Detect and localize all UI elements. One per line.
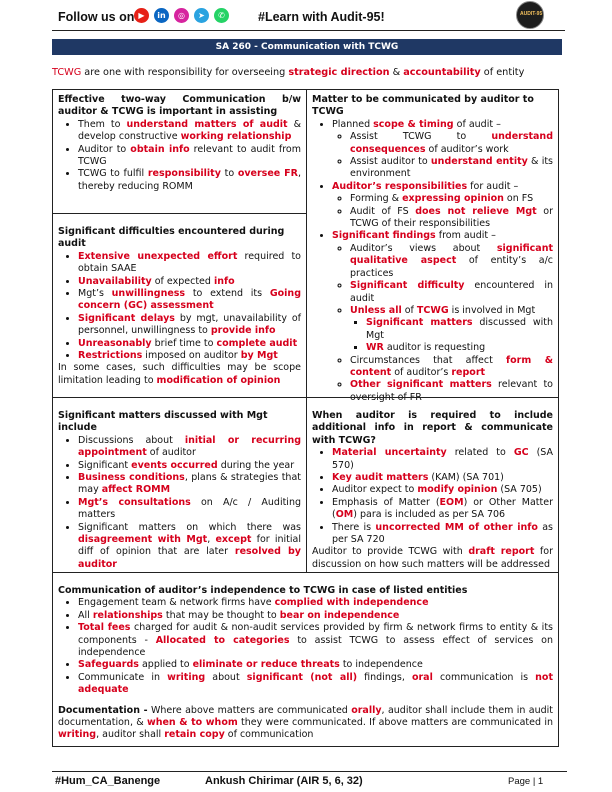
intro-line: TCWG are one with responsibility for overseeing strategic direction & accountability of entity bbox=[52, 67, 525, 78]
list-item: • All relationships that may be thought to bear on independence bbox=[78, 610, 553, 622]
box-significant-difficulties bbox=[52, 213, 307, 398]
footer-divider bbox=[52, 771, 567, 772]
list-item: • Mgt’s consultations on A/c / Auditing matters bbox=[78, 497, 301, 522]
sub-item: ◦ Unless all of TCWG is involved in Mgt ▪ Significant matters discussed with Mgt ▪ WR auditor is requesting bbox=[350, 305, 553, 355]
box-heading: When auditor is required to include additional info in report & communicate with TCWG? bbox=[312, 410, 553, 446]
header-divider bbox=[52, 30, 565, 31]
sub-sub-item: ▪ Significant matters discussed with Mgt bbox=[366, 317, 553, 342]
list-item: • Material uncertainty related to GC (SA 570) bbox=[332, 447, 553, 472]
whatsapp-icon[interactable]: ✆ bbox=[214, 8, 229, 23]
list-item: • Emphasis of Matter (EOM) or Other Matter (OM) para is included as per SA 706 bbox=[332, 497, 553, 522]
instagram-icon[interactable]: ◎ bbox=[174, 8, 189, 23]
list-item: • Significant events occurred during the year bbox=[78, 460, 301, 472]
documentation-paragraph: Documentation - Where above matters are communicated orally, auditor shall include them in audit documentation, & when & to whom they were communicated. If above matters are communicated in writing, auditor shall retain copy of communication bbox=[58, 704, 554, 741]
sub-item: ◦ Assist auditor to understand entity & its environment bbox=[350, 156, 553, 181]
box-matters-discussed-with-mgt bbox=[52, 397, 307, 573]
page-number: Page | 1 bbox=[508, 776, 544, 787]
sub-item: ◦ Circumstances that affect form & content of auditor’s report bbox=[350, 355, 553, 380]
list-item: • Them to understand matters of audit & develop constructive working relationship bbox=[78, 119, 301, 144]
list-item: • Auditor expect to modify opinion (SA 705) bbox=[332, 484, 553, 496]
sub-item: ◦ Forming & expressing opinion on FS bbox=[350, 193, 553, 205]
footer-author: Ankush Chirimar (AIR 5, 6, 32) bbox=[205, 775, 363, 787]
list-item: • Extensive unexpected effort required to obtain SAAE bbox=[78, 251, 301, 276]
list-item: • Auditor to obtain info relevant to audit from TCWG bbox=[78, 144, 301, 169]
sub-item: ◦ Significant difficulty encountered in audit bbox=[350, 280, 553, 305]
list-item: • There is uncorrected MM of other info as per SA 720 bbox=[332, 522, 553, 547]
audit95-logo bbox=[516, 1, 544, 29]
list-item: • Communicate in writing about significant (not all) findings, oral communication is not adequate bbox=[78, 672, 553, 697]
list-item: • Significant matters on which there was disagreement with Mgt, except for initial diff of opinion that are later resolved by auditor bbox=[78, 522, 301, 572]
box-heading: Significant difficulties encountered during audit bbox=[58, 226, 285, 250]
list-item: • Engagement team & network firms have complied with independence bbox=[78, 597, 553, 609]
list-item: • Unreasonably brief time to complete audit bbox=[78, 338, 301, 350]
draft-report-note: Auditor to provide TCWG with draft report for discussion on how such matters will be addressed bbox=[312, 546, 553, 570]
box-additional-info-in-report bbox=[306, 397, 559, 573]
box-heading: Communication of auditor’s independence to TCWG in case of listed entities bbox=[58, 585, 468, 596]
list-item: • Key audit matters (KAM) (SA 701) bbox=[332, 472, 553, 484]
list-item: • Significant findings from audit – ◦ Auditor’s views about significant qualitative aspect of entity’s a/c practices ◦ Significant difficulty encountered in audit ◦ Unless all of TCWG is involved in Mgt ▪ Significant matters discussed with Mgt ▪ WR auditor is requesting ◦ Circumstances that affect form & content of auditor’s report ◦ Other significant matters relevant to oversight of FR bbox=[332, 230, 553, 404]
footer-hashtag: #Hum_CA_Banenge bbox=[55, 775, 161, 787]
box-two-way-communication bbox=[52, 89, 307, 214]
box-heading: Significant matters discussed with Mgt include bbox=[58, 410, 268, 434]
list-item: • Planned scope & timing of audit – ◦ Assist TCWG to understand consequences of auditor’s work ◦ Assist auditor to understand entity & its environment bbox=[332, 119, 553, 181]
list-item: • Business conditions, plans & strategies that may affect ROMM bbox=[78, 472, 301, 497]
list-item: • Unavailability of expected info bbox=[78, 276, 301, 288]
youtube-icon[interactable]: ▶ bbox=[134, 8, 149, 23]
page-title: SA 260 - Communication with TCWG bbox=[52, 39, 562, 55]
follow-us-label: Follow us on bbox=[58, 10, 135, 24]
box-heading: Matter to be communicated by auditor to TCWG bbox=[312, 94, 534, 118]
list-item: • TCWG to fulfil responsibility to oversee FR, thereby reducing ROMM bbox=[78, 168, 301, 193]
box-independence-communication bbox=[52, 572, 559, 747]
box-matters-to-communicate bbox=[306, 89, 559, 403]
list-item: • Mgt’s unwillingness to extend its Going concern (GC) assessment bbox=[78, 288, 301, 313]
logo-text: AUDIT-95 bbox=[520, 11, 543, 17]
page-header bbox=[52, 6, 568, 30]
sub-item: ◦ Audit of FS does not relieve Mgt or TCWG of their responsibilities bbox=[350, 206, 553, 231]
list-item: • Auditor’s responsibilities for audit – ◦ Forming & expressing opinion on FS ◦ Audit of FS does not relieve Mgt or TCWG of their responsibilities bbox=[332, 181, 553, 231]
list-item: • Total fees charged for audit & non-audit services provided by firm & network firms to entity & its components - Allocated to categories to assist TCWG to assess effect of services on independence bbox=[78, 622, 553, 659]
list-item: • Significant delays by mgt, unavailability of personnel, unwillingness to provide info bbox=[78, 313, 301, 338]
scope-limitation-note: In some cases, such difficulties may be scope limitation leading to modification of opinion bbox=[58, 362, 301, 386]
social-icons bbox=[134, 8, 229, 23]
list-item: • Safeguards applied to eliminate or reduce threats to independence bbox=[78, 659, 553, 671]
sub-item: ◦ Other significant matters relevant to oversight of FR bbox=[350, 379, 553, 404]
sub-item: ◦ Assist TCWG to understand consequences of auditor’s work bbox=[350, 131, 553, 156]
sub-sub-item: ▪ WR auditor is requesting bbox=[366, 342, 553, 354]
sub-item: ◦ Auditor’s views about significant qualitative aspect of entity’s a/c practices bbox=[350, 243, 553, 280]
list-item: • Discussions about initial or recurring appointment of auditor bbox=[78, 435, 301, 460]
linkedin-icon[interactable]: in bbox=[154, 8, 169, 23]
box-heading: Effective two-way Communication b/w auditor & TCWG is important in assisting bbox=[58, 94, 301, 118]
hashtag: #Learn with Audit-95! bbox=[258, 10, 385, 24]
list-item: • Restrictions imposed on auditor by Mgt bbox=[78, 350, 301, 362]
telegram-icon[interactable]: ➤ bbox=[194, 8, 209, 23]
